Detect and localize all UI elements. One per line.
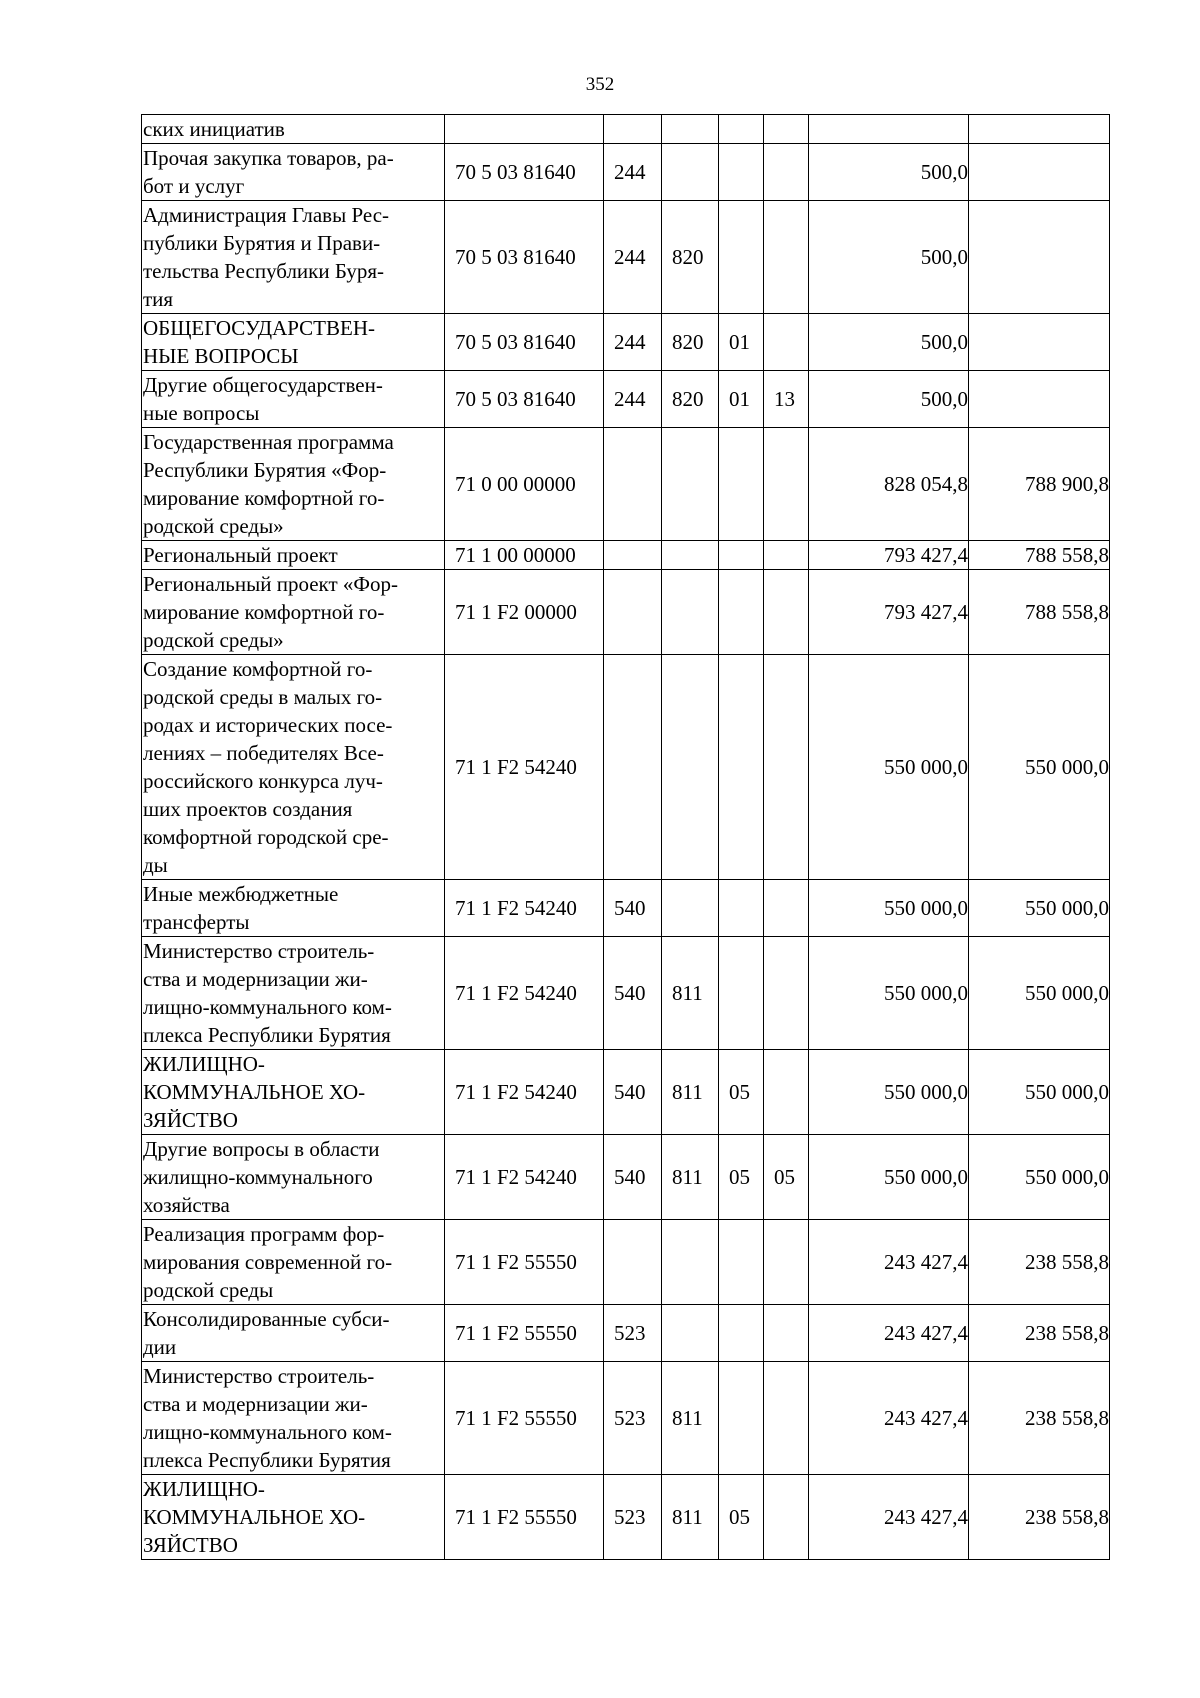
- cell-amount-2: [969, 314, 1110, 371]
- cell-section: [719, 144, 764, 201]
- cell-amount-1: 243 427,4: [809, 1305, 969, 1362]
- cell-ministry-code: [662, 541, 719, 570]
- cell-subsection: [764, 1475, 809, 1560]
- cell-target-code: 70 5 03 81640: [445, 144, 604, 201]
- cell-section: [719, 201, 764, 314]
- cell-ministry-code: [662, 655, 719, 880]
- cell-ministry-code: 811: [662, 1050, 719, 1135]
- cell-amount-1: 500,0: [809, 201, 969, 314]
- table-row: [142, 1050, 1110, 1135]
- cell-amount-1: 243 427,4: [809, 1475, 969, 1560]
- table-row: [142, 115, 1110, 144]
- cell-amount-1: 500,0: [809, 144, 969, 201]
- cell-ministry-code: 811: [662, 1135, 719, 1220]
- cell-section: 01: [719, 371, 764, 428]
- cell-ministry-code: 811: [662, 1475, 719, 1560]
- cell-expense-type: 523: [604, 1362, 662, 1475]
- cell-target-code: 71 1 F2 55550: [445, 1220, 604, 1305]
- cell-name: ских инициатив: [142, 115, 445, 144]
- cell-target-code: 71 1 F2 00000: [445, 570, 604, 655]
- cell-expense-type: [604, 1220, 662, 1305]
- cell-expense-type: 244: [604, 144, 662, 201]
- table-row: [142, 201, 1110, 314]
- cell-expense-type: 523: [604, 1475, 662, 1560]
- cell-amount-2: [969, 371, 1110, 428]
- cell-subsection: [764, 1362, 809, 1475]
- cell-name: Министерство строитель- ства и модернизации жи- лищно-коммунального ком- плекса Республики Бурятия: [142, 1362, 445, 1475]
- cell-ministry-code: 820: [662, 201, 719, 314]
- cell-ministry-code: [662, 115, 719, 144]
- cell-name: Администрация Главы Рес- публики Бурятия и Прави- тельства Республики Буря- тия: [142, 201, 445, 314]
- cell-subsection: [764, 1050, 809, 1135]
- cell-expense-type: [604, 541, 662, 570]
- cell-target-code: 71 1 F2 54240: [445, 655, 604, 880]
- cell-target-code: 71 1 F2 54240: [445, 880, 604, 937]
- table-row: [142, 1362, 1110, 1475]
- cell-subsection: [764, 541, 809, 570]
- cell-expense-type: 244: [604, 314, 662, 371]
- cell-ministry-code: [662, 144, 719, 201]
- cell-subsection: [764, 1220, 809, 1305]
- cell-target-code: 71 1 F2 55550: [445, 1475, 604, 1560]
- table-row: [142, 1305, 1110, 1362]
- cell-subsection: [764, 428, 809, 541]
- cell-amount-2: 788 558,8: [969, 570, 1110, 655]
- cell-target-code: 71 1 F2 54240: [445, 937, 604, 1050]
- cell-target-code: 70 5 03 81640: [445, 371, 604, 428]
- cell-ministry-code: [662, 880, 719, 937]
- cell-target-code: 71 1 00 00000: [445, 541, 604, 570]
- cell-expense-type: 540: [604, 1050, 662, 1135]
- table-row: [142, 655, 1110, 880]
- table-row: [142, 314, 1110, 371]
- cell-amount-1: 243 427,4: [809, 1220, 969, 1305]
- cell-name: Государственная программа Республики Бурятия «Фор- мирование комфортной го- родской среды»: [142, 428, 445, 541]
- cell-section: [719, 570, 764, 655]
- cell-amount-2: 788 558,8: [969, 541, 1110, 570]
- cell-ministry-code: [662, 1305, 719, 1362]
- cell-amount-2: 238 558,8: [969, 1220, 1110, 1305]
- cell-target-code: [445, 115, 604, 144]
- cell-name: ЖИЛИЩНО- КОММУНАЛЬНОЕ ХО- ЗЯЙСТВО: [142, 1475, 445, 1560]
- cell-section: [719, 428, 764, 541]
- cell-expense-type: [604, 115, 662, 144]
- page-number: 352: [585, 74, 615, 95]
- cell-section: [719, 655, 764, 880]
- cell-name: Другие вопросы в области жилищно-коммунального хозяйства: [142, 1135, 445, 1220]
- cell-amount-1: 550 000,0: [809, 880, 969, 937]
- cell-ministry-code: 820: [662, 371, 719, 428]
- cell-section: [719, 1362, 764, 1475]
- cell-section: 05: [719, 1050, 764, 1135]
- cell-amount-1: 500,0: [809, 371, 969, 428]
- cell-amount-1: 550 000,0: [809, 1135, 969, 1220]
- cell-section: [719, 1305, 764, 1362]
- cell-subsection: [764, 937, 809, 1050]
- cell-subsection: [764, 570, 809, 655]
- table-row: [142, 144, 1110, 201]
- cell-amount-1: 550 000,0: [809, 1050, 969, 1135]
- cell-ministry-code: 811: [662, 1362, 719, 1475]
- cell-ministry-code: [662, 570, 719, 655]
- cell-amount-2: 550 000,0: [969, 1050, 1110, 1135]
- cell-amount-2: [969, 144, 1110, 201]
- cell-expense-type: 540: [604, 937, 662, 1050]
- cell-ministry-code: 811: [662, 937, 719, 1050]
- cell-ministry-code: [662, 428, 719, 541]
- cell-expense-type: 244: [604, 201, 662, 314]
- cell-name: Создание комфортной го- родской среды в малых го- родах и исторических посе- лениях – победителях Все- российского конкурса луч- ших проектов создания комфортной городской сре- ды: [142, 655, 445, 880]
- table-row: [142, 1220, 1110, 1305]
- cell-target-code: 71 1 F2 54240: [445, 1050, 604, 1135]
- cell-expense-type: [604, 655, 662, 880]
- cell-expense-type: 523: [604, 1305, 662, 1362]
- cell-section: [719, 541, 764, 570]
- cell-amount-1: [809, 115, 969, 144]
- cell-target-code: 71 0 00 00000: [445, 428, 604, 541]
- cell-amount-2: 238 558,8: [969, 1305, 1110, 1362]
- cell-amount-1: 500,0: [809, 314, 969, 371]
- table-row: [142, 880, 1110, 937]
- table-row: [142, 428, 1110, 541]
- cell-ministry-code: 820: [662, 314, 719, 371]
- cell-amount-1: 550 000,0: [809, 937, 969, 1050]
- cell-amount-1: 243 427,4: [809, 1362, 969, 1475]
- cell-amount-2: 238 558,8: [969, 1475, 1110, 1560]
- cell-name: ОБЩЕГОСУДАРСТВЕН- НЫЕ ВОПРОСЫ: [142, 314, 445, 371]
- table-row: [142, 1475, 1110, 1560]
- cell-section: [719, 880, 764, 937]
- table-row: [142, 570, 1110, 655]
- cell-subsection: [764, 115, 809, 144]
- cell-section: 05: [719, 1475, 764, 1560]
- cell-subsection: [764, 655, 809, 880]
- cell-target-code: 71 1 F2 55550: [445, 1305, 604, 1362]
- table-row: [142, 371, 1110, 428]
- cell-section: [719, 1220, 764, 1305]
- cell-expense-type: 540: [604, 1135, 662, 1220]
- cell-amount-2: [969, 115, 1110, 144]
- cell-subsection: [764, 201, 809, 314]
- cell-name: ЖИЛИЩНО- КОММУНАЛЬНОЕ ХО- ЗЯЙСТВО: [142, 1050, 445, 1135]
- cell-name: Иные межбюджетные трансферты: [142, 880, 445, 937]
- cell-target-code: 70 5 03 81640: [445, 201, 604, 314]
- cell-section: [719, 937, 764, 1050]
- cell-section: [719, 115, 764, 144]
- cell-subsection: [764, 1305, 809, 1362]
- cell-subsection: 13: [764, 371, 809, 428]
- cell-amount-1: 793 427,4: [809, 570, 969, 655]
- cell-amount-1: 793 427,4: [809, 541, 969, 570]
- budget-table: [141, 114, 1110, 1560]
- cell-section: 01: [719, 314, 764, 371]
- cell-name: Прочая закупка товаров, ра- бот и услуг: [142, 144, 445, 201]
- cell-subsection: [764, 144, 809, 201]
- cell-subsection: [764, 314, 809, 371]
- cell-expense-type: 244: [604, 371, 662, 428]
- table-row: [142, 1135, 1110, 1220]
- cell-expense-type: [604, 570, 662, 655]
- cell-amount-1: 550 000,0: [809, 655, 969, 880]
- cell-name: Другие общегосударствен- ные вопросы: [142, 371, 445, 428]
- table-body: [142, 115, 1110, 1560]
- cell-target-code: 71 1 F2 55550: [445, 1362, 604, 1475]
- cell-amount-2: 238 558,8: [969, 1362, 1110, 1475]
- cell-amount-2: 788 900,8: [969, 428, 1110, 541]
- cell-expense-type: 540: [604, 880, 662, 937]
- cell-name: Реализация программ фор- мирования современной го- родской среды: [142, 1220, 445, 1305]
- cell-amount-2: 550 000,0: [969, 655, 1110, 880]
- cell-name: Министерство строитель- ства и модернизации жи- лищно-коммунального ком- плекса Республики Бурятия: [142, 937, 445, 1050]
- cell-target-code: 71 1 F2 54240: [445, 1135, 604, 1220]
- cell-subsection: 05: [764, 1135, 809, 1220]
- cell-ministry-code: [662, 1220, 719, 1305]
- cell-name: Консолидированные субси- дии: [142, 1305, 445, 1362]
- cell-name: Региональный проект «Фор- мирование комфортной го- родской среды»: [142, 570, 445, 655]
- cell-target-code: 70 5 03 81640: [445, 314, 604, 371]
- cell-amount-2: 550 000,0: [969, 1135, 1110, 1220]
- table-row: [142, 541, 1110, 570]
- cell-section: 05: [719, 1135, 764, 1220]
- table-row: [142, 937, 1110, 1050]
- cell-expense-type: [604, 428, 662, 541]
- cell-amount-2: [969, 201, 1110, 314]
- cell-amount-2: 550 000,0: [969, 880, 1110, 937]
- cell-amount-2: 550 000,0: [969, 937, 1110, 1050]
- cell-subsection: [764, 880, 809, 937]
- cell-amount-1: 828 054,8: [809, 428, 969, 541]
- cell-name: Региональный проект: [142, 541, 445, 570]
